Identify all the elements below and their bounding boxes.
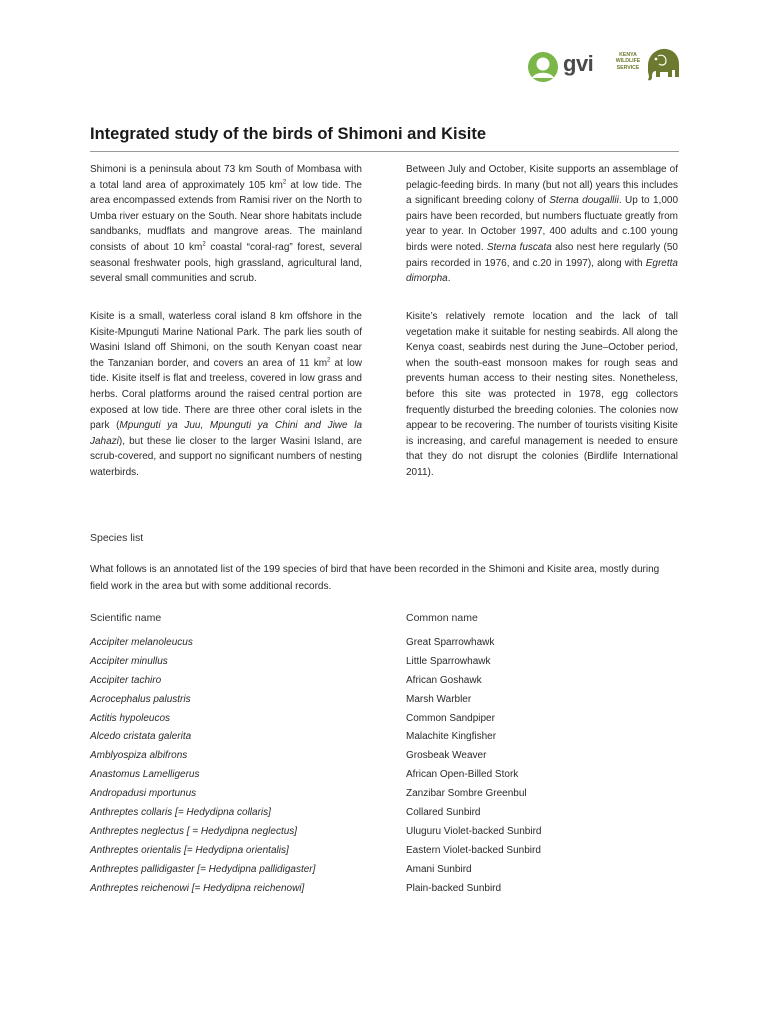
scientific-name: Anthreptes pallidigaster [= Hedydipna pallidigaster] — [90, 863, 316, 875]
common-name: Common Sandpiper — [406, 712, 495, 724]
title-divider — [90, 151, 679, 152]
scientific-name: Accipiter melanoleucus — [90, 637, 193, 648]
common-name: Marsh Warbler — [406, 693, 472, 705]
common-name: Little Sparrowhawk — [406, 655, 491, 667]
common-name: Uluguru Violet-backed Sunbird — [406, 825, 542, 837]
table-row — [90, 880, 680, 899]
scientific-name: Anastomus Lamelligerus — [90, 769, 200, 781]
table-row — [90, 653, 680, 672]
table-row — [90, 710, 680, 729]
scientific-name: Accipiter minullus — [90, 655, 168, 667]
table-row — [90, 823, 680, 842]
common-name: Grosbeak Weaver — [406, 750, 487, 762]
shimoni-description: Shimoni is a peninsula about 73 km South of Mombasa with a total land area of approximately 105 $km^2$ at low tide. The area encompassed extends from Ramisi river on the North to Umba river estuary on the South. Near shore habitats include sandbanks, mudflats and mangrove areas. The mainland consists of about 10 $km^2$ coastal “coral-rag” forest, several seasonal freshwater pools, high grassland, agricultural land, several small communities and scrub. — [90, 164, 362, 285]
table-row — [90, 728, 680, 747]
scientific-name: Alcedo cristata galerita — [90, 731, 192, 743]
species-table — [90, 634, 680, 898]
table-row — [90, 861, 680, 880]
scientific-name: Accipiter tachiro — [90, 674, 162, 686]
table-row — [90, 672, 680, 691]
gvi-logo-icon — [527, 51, 559, 83]
common-name: African Open-Billed Stork — [406, 769, 519, 781]
scientific-name: Anthreptes reichenowi [= Hedydipna reichenowi] — [90, 882, 305, 894]
scientific-name: Andropadusi mportunus — [90, 788, 197, 800]
scientific-name: Amblyospiza albifrons — [90, 750, 188, 762]
table-row — [90, 804, 680, 823]
elephant-icon — [644, 46, 680, 84]
scientific-name: Anthreptes orientalis [= Hedydipna orientalis] — [90, 844, 289, 856]
common-name: Plain-backed Sunbird — [406, 882, 502, 894]
scientific-name: Anthreptes collaris [= Hedydipna collaris] — [90, 807, 271, 819]
nesting-seabirds-paragraph: Kisite’s relatively remote location and the lack of tall vegetation make it suitable for nesting seabirds. All along the Kenya coast, seabirds nest during the June–October period, when the south-east monsoon makes for rough seas and prevents human access to their nesting sites. Nonetheless, before this site was protected in 1978, egg collectors frequently disturbed the breeding colonies. The colonies now appear to be recovering. The number of tourists visiting Kisite is increasing, and careful management is needed to ensure that they do not disrupt the colonies (Birdlife International 2011). — [406, 311, 678, 478]
pelagic-birds-paragraph: Between July and October, Kisite supports an assemblage of pelagic-feeding birds. In many (but not all) years this includes a significant breeding colony of Sterna dougallii. Up to 1,000 pairs have been recorded, but numbers fluctuate greatly from year to year. In October 1997, 400 adults and c.100 young birds were noted. Sterna fuscata also nest here regularly (50 pairs recorded in 1976, and c.20 in 1997), along with Egretta dimorpha. — [406, 164, 679, 285]
species-list-intro: What follows is an annotated list of the 199 species of bird that have been recorded in the Shimoni and Kisite area, mostly during field work in the area but with some additional records. — [90, 564, 660, 592]
common-name-header: Common name — [406, 612, 478, 624]
table-row — [90, 691, 680, 710]
scientific-name-header: Scientific name — [90, 612, 162, 624]
scientific-name: Anthreptes neglectus [ = Hedydipna neglectus] — [90, 825, 298, 837]
scientific-name: Actitis hypoleucos — [90, 712, 171, 724]
common-name: Amani Sunbird — [406, 863, 472, 875]
common-name: African Goshawk — [406, 674, 482, 686]
kisite-description: Kisite is a small, waterless coral island 8 km offshore in the Kisite-Mpunguti Marine National Park. The park lies south of Wasini Island off Shimoni, on the south Kenyan coast near the Tanzanian border, and covers an area of 11 $km^2$ at low tide. Kisite itself is flat and treeless, covered in low grass and herbs. Coral platforms around the raised central portion are exposed at low tide. There are three other coral islets in the park (Mpunguti ya Juu, Mpunguti ya Chini and Jiwe la Jahazi), but these lie closer to the larger Wasini Island, are scrub-covered, and support no significant numbers of nesting waterbirds. — [90, 311, 363, 478]
species-list-heading: Species list — [90, 532, 144, 544]
table-row — [90, 785, 680, 804]
kws-logo-text: KENYA WILDLIFE SERVICE — [615, 52, 641, 71]
common-name: Zanzibar Sombre Greenbul — [406, 788, 527, 800]
table-row — [90, 634, 680, 653]
common-name: Eastern Violet-backed Sunbird — [406, 844, 541, 856]
gvi-logo-text: gvi — [563, 51, 594, 76]
page-title: Integrated study of the birds of Shimoni and Kisite — [90, 125, 487, 143]
common-name: Great Sparrowhawk — [406, 637, 495, 648]
table-row — [90, 842, 680, 861]
header-logos — [527, 46, 679, 86]
table-row — [90, 766, 680, 785]
table-row — [90, 747, 680, 766]
common-name: Collared Sunbird — [406, 807, 481, 819]
scientific-name: Acrocephalus palustris — [90, 693, 191, 705]
common-name: Malachite Kingfisher — [406, 731, 497, 743]
